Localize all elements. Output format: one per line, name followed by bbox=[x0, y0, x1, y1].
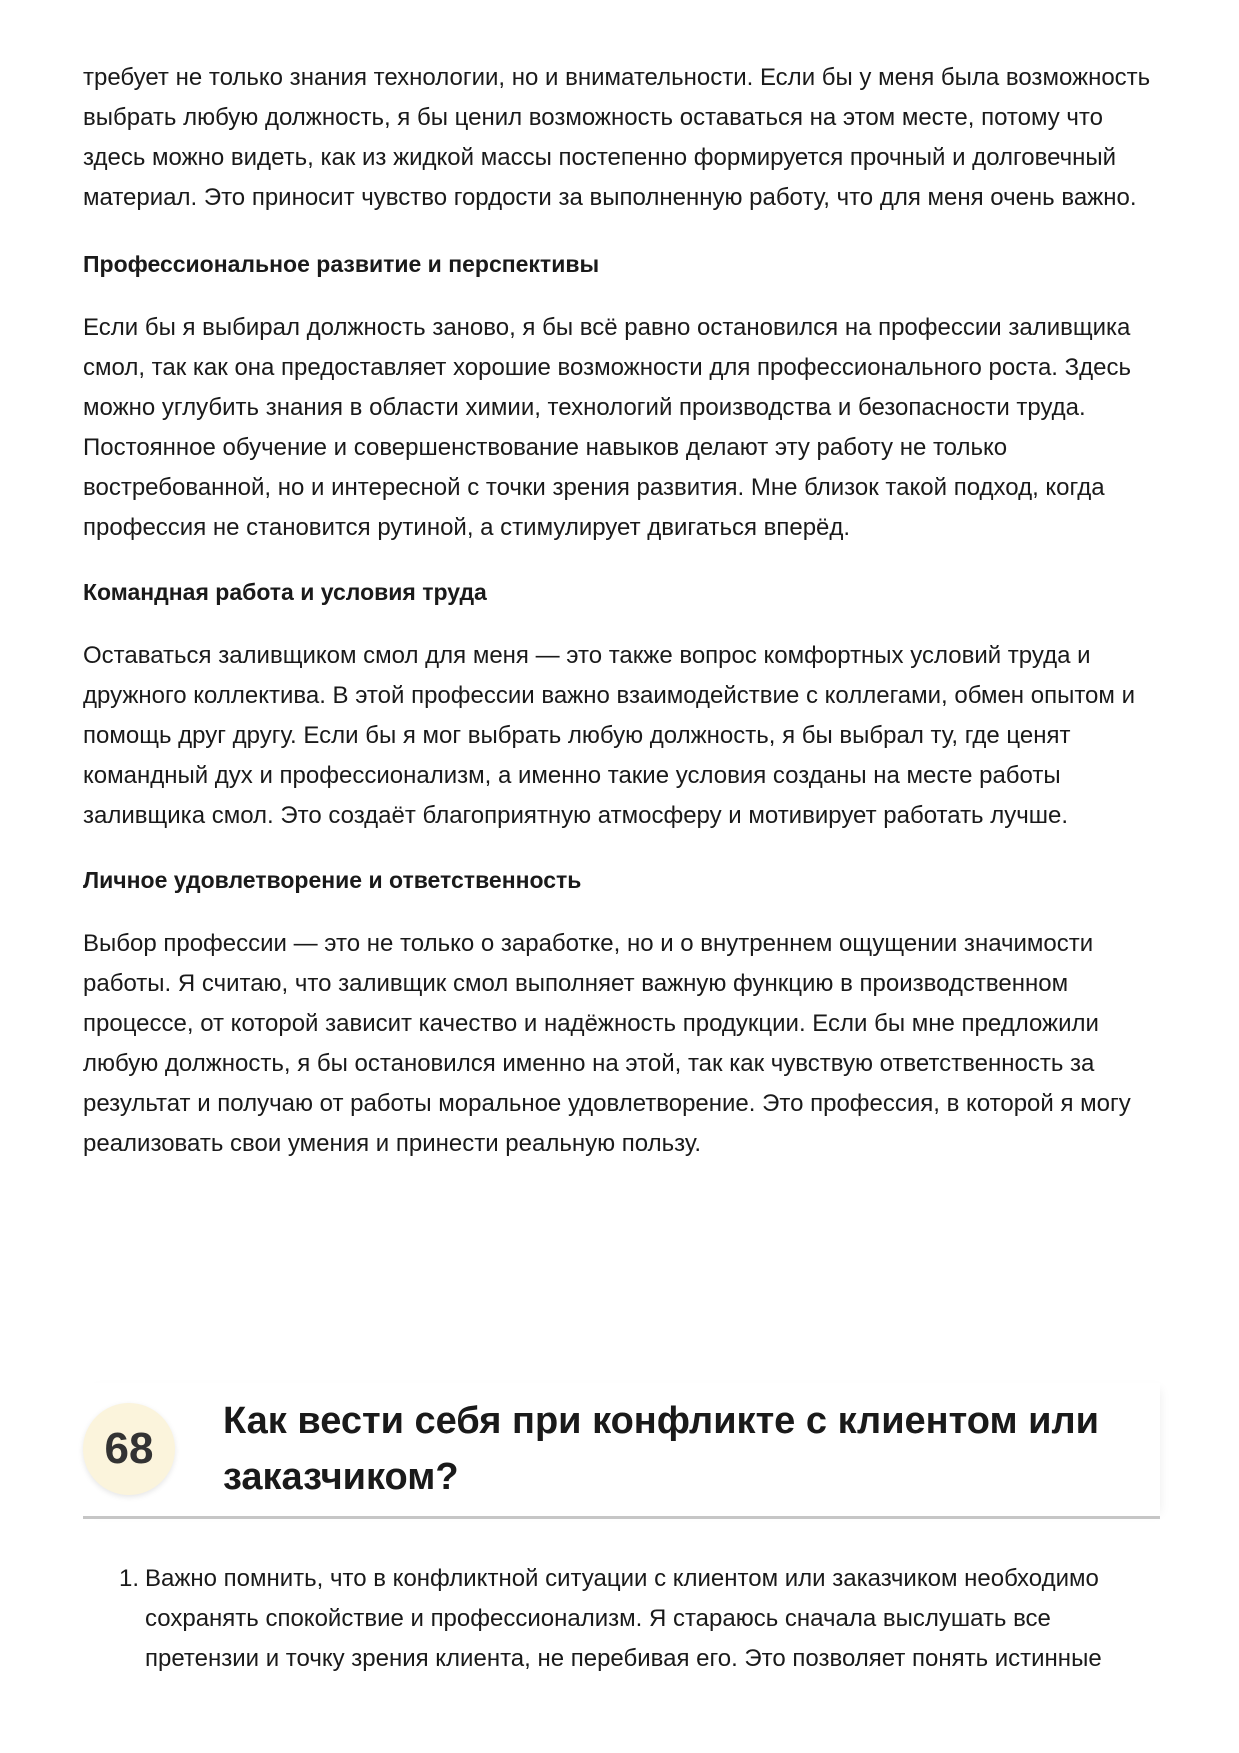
section-paragraph: Оставаться заливщиком смол для меня — это также вопрос комфортных условий труда и дружного коллектива. В этой профессии важно взаимодействие с коллегами, обмен опытом и помощь друг другу. Если бы я мог выбрать любую должность, я бы выбрал ту, где ценят командный дух и профессионализм, а именно такие условия созданы на месте работы заливщика смол. Это создаёт благоприятную атмосферу и мотивирует работать лучше. bbox=[83, 642, 1135, 829]
question-number-badge: 68 bbox=[83, 1403, 175, 1495]
list-item-number: 1. bbox=[119, 1565, 140, 1592]
list-item-text: Важно помнить, что в конфликтной ситуации с клиентом или заказчиком необходимо сохранять спокойствие и профессионализм. Я стараюсь сначала выслушать все претензии и точку зрения клиента, не перебивая его. Это позволяет понять истинные bbox=[145, 1565, 1102, 1672]
section-heading: Личное удовлетворение и ответственность bbox=[83, 867, 582, 893]
section-paragraph: Если бы я выбирал должность заново, я бы всё равно остановился на профессии заливщика смол, так как она предоставляет хорошие возможности для профессионального роста. Здесь можно углубить знания в области химии, технологий производства и безопасности труда. Постоянное обучение и совершенствование навыков делают эту работу не только востребованной, но и интересной с точки зрения развития. Мне близок такой подход, когда профессия не становится рутиной, а стимулирует двигаться вперёд. bbox=[83, 314, 1131, 541]
section-heading: Профессиональное развитие и перспективы bbox=[83, 251, 600, 277]
section-paragraph: Выбор профессии — это не только о заработке, но и о внутреннем ощущении значимости работы. Я считаю, что заливщик смол выполняет важную функцию в производственном процессе, от которой зависит качество и надёжность продукции. Если бы мне предложили любую должность, я бы остановился именно на этой, так как чувствую ответственность за результат и получаю от работы моральное удовлетворение. Это профессия, в которой я могу реализовать свои умения и принести реальную пользу. bbox=[83, 930, 1131, 1157]
article-body bbox=[83, 58, 1160, 1164]
answer-list bbox=[83, 1559, 1160, 1679]
intro-paragraph: требует не только знания технологии, но и внимательности. Если бы у меня была возможность выбрать любую должность, я бы ценил возможность оставаться на этом месте, потому что здесь можно видеть, как из жидкой массы постепенно формируется прочный и долговечный материал. Это приносит чувство гордости за выполненную работу, что для меня очень важно. bbox=[83, 64, 1151, 211]
question-title: Как вести себя при конфликте с клиентом или заказчиком? bbox=[223, 1400, 1099, 1498]
section-heading: Командная работа и условия труда bbox=[83, 579, 487, 605]
question-divider bbox=[83, 1516, 1160, 1519]
list-item bbox=[83, 1559, 1160, 1679]
question-header bbox=[83, 1383, 1160, 1519]
